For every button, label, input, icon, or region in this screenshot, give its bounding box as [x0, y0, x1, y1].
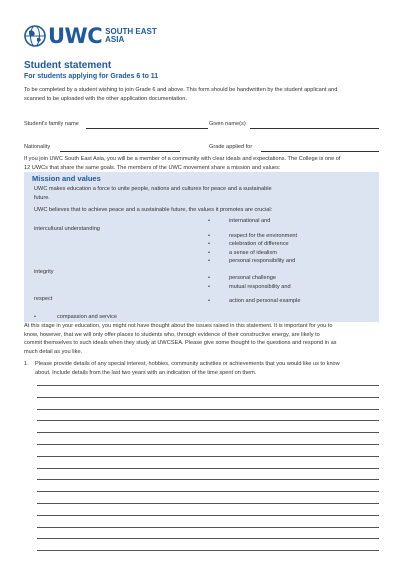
value-label: a sense of idealism: [229, 249, 277, 256]
logo-brand: UWC: [48, 24, 103, 48]
given-names-label: Given name(s): [209, 121, 246, 127]
value-left: intercultural understanding: [34, 226, 100, 232]
value-item: [208, 274, 301, 283]
intro-text: [24, 86, 337, 103]
answer-line[interactable]: [37, 479, 379, 480]
value-left: integrity: [34, 269, 54, 275]
value-label: personal responsibility and: [229, 258, 296, 265]
mission-line: UWC makes education a force to unite people, nations and cultures for peace and a sustainable: [34, 186, 272, 192]
uwc-logo: [24, 24, 157, 48]
value-label: respect for the environment: [229, 232, 298, 239]
bullet-icon: •: [208, 249, 210, 256]
logo-subtitle-line1: SOUTH EAST: [105, 27, 157, 36]
value-item: [208, 249, 301, 258]
bullet-icon: •: [208, 218, 210, 224]
mission-title: Mission and values: [32, 174, 101, 183]
answer-line[interactable]: [37, 444, 379, 445]
community-line: 12 UWCs that share the same goals. The members of the UWC movement share a mission and values:: [24, 164, 281, 171]
answer-line[interactable]: [37, 503, 379, 504]
answer-line[interactable]: [37, 409, 379, 410]
value-left: respect: [34, 296, 53, 302]
bullet-icon: •: [34, 314, 36, 320]
intro-line: scanned to be uploaded with the other application documentation.: [24, 95, 187, 102]
mission-line: future.: [34, 194, 50, 201]
community-line: If you join UWC South East Asia, you will be a member of a community with clear ideals and expectations. The College is one of: [24, 156, 341, 162]
stage-line: know, however, that we will only offer places to students who, through evidence of their constructive energy, are likely to: [24, 331, 320, 338]
value-item: [208, 240, 301, 249]
value-left: [34, 314, 117, 320]
bullet-icon: •: [208, 232, 210, 239]
nationality-label: Nationality: [24, 144, 51, 150]
answer-line[interactable]: [37, 385, 379, 386]
value-label: international and: [229, 218, 271, 224]
values-intro: UWC believes that to achieve peace and a sustainable future, the values it promotes are crucial:: [34, 207, 273, 213]
value-left-label: compassion and service: [56, 314, 117, 320]
grade-applied-label: Grade applied for: [209, 144, 253, 150]
mission-statement: [34, 185, 272, 202]
value-item: [208, 217, 301, 226]
stage-line: much detail as you like.: [24, 348, 83, 355]
page-subtitle: For students applying for Grades 6 to 11: [24, 73, 159, 80]
family-name-label: Student's family name: [24, 121, 79, 127]
stage-line: At this stage in your education, you might not have thought about the issues raised in this statement. It is important for you to: [24, 323, 333, 329]
bullet-icon: •: [208, 298, 210, 305]
grade-applied-field[interactable]: [261, 151, 379, 152]
stage-text: [24, 322, 336, 356]
value-label: mutual responsibility and: [229, 283, 291, 290]
bullet-icon: •: [208, 258, 210, 265]
answer-line[interactable]: [37, 456, 379, 457]
family-name-field[interactable]: [86, 128, 208, 129]
value-label: personal challenge: [229, 274, 276, 281]
answer-line[interactable]: [37, 515, 379, 516]
value-label: celebration of difference: [229, 241, 289, 248]
answer-line[interactable]: [37, 550, 379, 551]
community-text: [24, 155, 340, 172]
value-item: [208, 257, 301, 266]
bullet-icon: •: [208, 241, 210, 248]
question-line: about. Include details from the last two years with an indication of the time spent on them.: [35, 369, 257, 376]
answer-line[interactable]: [37, 468, 379, 469]
logo-subtitle: [105, 28, 157, 44]
answer-line[interactable]: [37, 538, 379, 539]
nationality-field[interactable]: [60, 151, 180, 152]
globe-icon: [24, 25, 46, 47]
answer-line[interactable]: [37, 491, 379, 492]
bullet-icon: •: [208, 274, 210, 281]
value-label: action and personal example: [229, 298, 301, 305]
answer-line[interactable]: [37, 527, 379, 528]
value-item: [208, 232, 301, 241]
value-item: [208, 297, 301, 306]
question-line: Please provide details of any special interest, hobbies, community activities or achievements that you would like us to know: [35, 361, 340, 367]
answer-line[interactable]: [37, 420, 379, 421]
answer-line[interactable]: [37, 397, 379, 398]
intro-line: To be completed by a student wishing to join Grade 6 and above. This form should be handwritten by the student applicant and: [24, 87, 338, 93]
right-values-list: [208, 217, 301, 306]
answer-line[interactable]: [37, 432, 379, 433]
stage-line: commit themselves to such ideals when they study at UWCSEA. Please give some thought to the questions and respond in as: [24, 340, 337, 347]
given-names-field[interactable]: [250, 128, 379, 129]
value-item: [208, 283, 301, 292]
bullet-icon: •: [208, 283, 210, 290]
question-number: 1.: [24, 361, 29, 367]
page-title: Student statement: [24, 60, 112, 71]
question-text: [35, 360, 340, 377]
logo-subtitle-line2: ASIA: [105, 35, 125, 44]
